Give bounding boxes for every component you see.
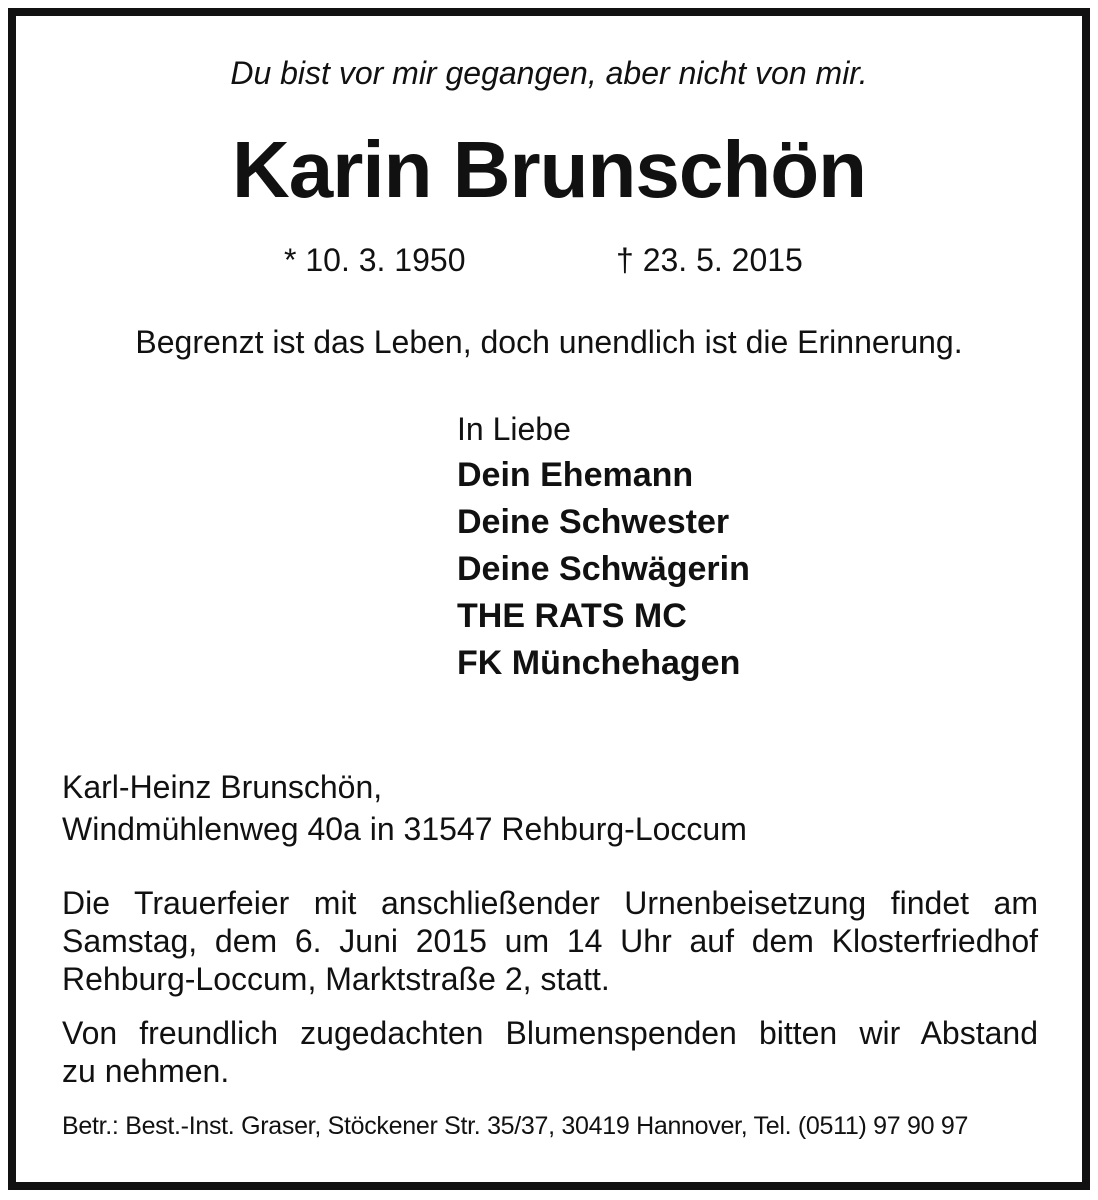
mourner-item: Dein Ehemann [457, 456, 694, 494]
flowers-line: Von freundlich zugedachten Blumenspenden bitten wir Abstand [62, 1015, 1038, 1051]
flowers-paragraph [62, 1014, 1038, 1090]
mourners-intro: In Liebe [457, 411, 571, 447]
ceremony-line: Samstag, dem 6. Juni 2015 um 14 Uhr auf dem Klosterfriedhof [62, 923, 1038, 959]
mourner-item: Deine Schwägerin [457, 550, 750, 588]
mourner-item: Deine Schwester [457, 503, 730, 541]
birth-date: * 10. 3. 1950 [284, 242, 466, 278]
ceremony-line: Rehburg-Loccum, Marktstraße 2, statt. [62, 961, 610, 997]
address-block [62, 766, 747, 850]
ceremony-line: Die Trauerfeier mit anschließender Urnenbeisetzung findet am [62, 885, 1038, 921]
motto-text: Du bist vor mir gegangen, aber nicht von mir. [230, 55, 868, 91]
address-line: Karl-Heinz Brunschön, [62, 769, 383, 805]
flowers-line: zu nehmen. [62, 1053, 230, 1089]
memorial-quote: Begrenzt ist das Leben, doch unendlich ist die Erinnerung. [135, 324, 963, 360]
mourner-item: THE RATS MC [457, 597, 687, 635]
ceremony-paragraph [62, 884, 1038, 998]
mourner-item: FK Münchehagen [457, 644, 741, 682]
mourners-block [457, 406, 750, 687]
address-line: Windmühlenweg 40a in 31547 Rehburg-Loccum [62, 811, 747, 847]
undertaker-info: Betr.: Best.-Inst. Graser, Stöckener Str. 35/37, 30419 Hannover, Tel. (0511) 97 90 97 [62, 1112, 969, 1140]
deceased-name: Karin Brunschön [232, 125, 866, 214]
death-date: † 23. 5. 2015 [616, 242, 803, 278]
